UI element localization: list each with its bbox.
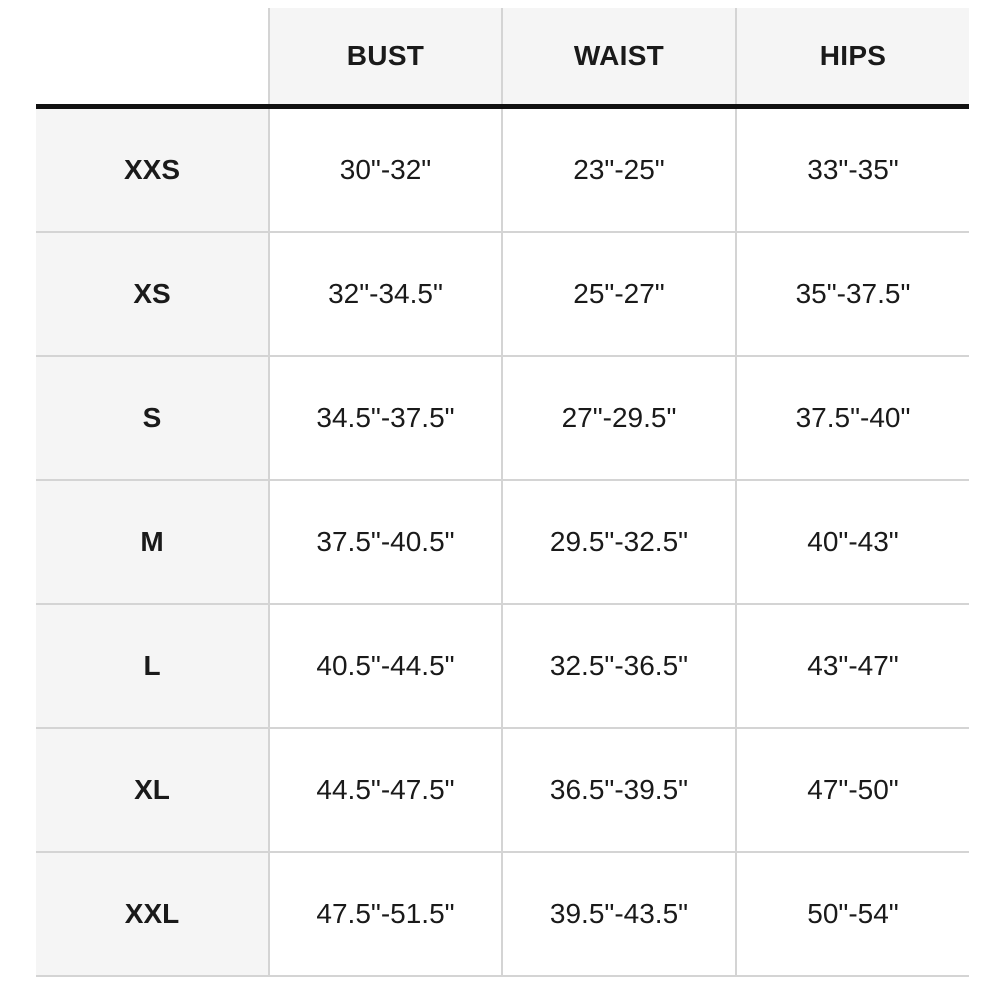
hips-cell: 47"-50" xyxy=(736,728,969,852)
table-row xyxy=(36,232,969,356)
bust-cell: 34.5"-37.5" xyxy=(269,356,502,480)
size-label: M xyxy=(36,480,269,604)
bust-cell: 40.5"-44.5" xyxy=(269,604,502,728)
header-hips: HIPS xyxy=(736,8,969,107)
size-label: S xyxy=(36,356,269,480)
header-corner-cell xyxy=(36,8,269,107)
size-label: L xyxy=(36,604,269,728)
waist-cell: 27"-29.5" xyxy=(502,356,736,480)
waist-cell: 36.5"-39.5" xyxy=(502,728,736,852)
hips-cell: 33"-35" xyxy=(736,107,969,233)
header-waist: WAIST xyxy=(502,8,736,107)
size-chart-body xyxy=(36,107,969,977)
size-label: XS xyxy=(36,232,269,356)
waist-cell: 39.5"-43.5" xyxy=(502,852,736,976)
waist-cell: 23"-25" xyxy=(502,107,736,233)
bust-cell: 47.5"-51.5" xyxy=(269,852,502,976)
table-row xyxy=(36,480,969,604)
bust-cell: 32"-34.5" xyxy=(269,232,502,356)
table-row xyxy=(36,728,969,852)
size-chart-table xyxy=(36,8,969,977)
header-row xyxy=(36,8,969,107)
size-label: XXS xyxy=(36,107,269,233)
table-row xyxy=(36,852,969,976)
hips-cell: 37.5"-40" xyxy=(736,356,969,480)
waist-cell: 25"-27" xyxy=(502,232,736,356)
bust-cell: 37.5"-40.5" xyxy=(269,480,502,604)
size-label: XXL xyxy=(36,852,269,976)
table-row xyxy=(36,604,969,728)
bust-cell: 30"-32" xyxy=(269,107,502,233)
table-row xyxy=(36,107,969,233)
hips-cell: 50"-54" xyxy=(736,852,969,976)
hips-cell: 43"-47" xyxy=(736,604,969,728)
table-row xyxy=(36,356,969,480)
waist-cell: 29.5"-32.5" xyxy=(502,480,736,604)
waist-cell: 32.5"-36.5" xyxy=(502,604,736,728)
size-chart-header xyxy=(36,8,969,107)
hips-cell: 35"-37.5" xyxy=(736,232,969,356)
hips-cell: 40"-43" xyxy=(736,480,969,604)
header-bust: BUST xyxy=(269,8,502,107)
bust-cell: 44.5"-47.5" xyxy=(269,728,502,852)
size-label: XL xyxy=(36,728,269,852)
